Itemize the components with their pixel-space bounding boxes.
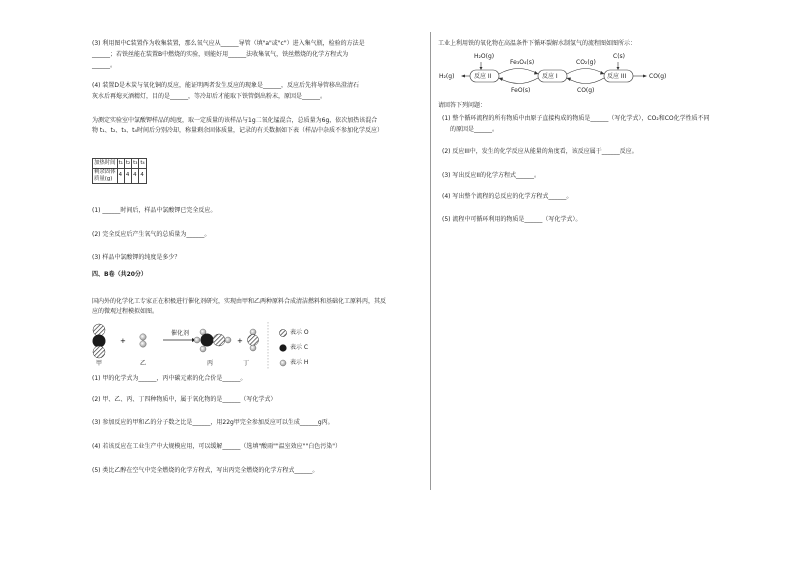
plus-sign-1: + xyxy=(120,337,126,345)
rq1-line2: 的原因是______。 xyxy=(450,126,499,133)
flow-fe3o4: Fe₃O₄(s) xyxy=(510,59,535,66)
table-cell: 4 xyxy=(117,169,124,184)
sub-question-2: (2) 完全反应后产生氧气的总质量为______。 xyxy=(92,231,211,238)
sq4: (4) 若该反应在工业生产中大规模应用，可以缓解______（选填"酸雨""温室效应""白色污染"） xyxy=(92,443,341,450)
molecule-ding xyxy=(248,329,259,351)
flow-co2: CO₂(g) xyxy=(576,59,596,66)
sq5: (5) 类比乙醇在空气中完全燃烧的化学方程式，写出丙完全燃烧的化学方程式______。 xyxy=(92,467,319,474)
label-bing: 丙 xyxy=(207,360,214,367)
sq3: (3) 参加反应的甲和乙的分子数之比是______，用22g甲完全参加反应可以生成______g丙。 xyxy=(92,419,334,426)
rq1-line1: (1) 整个循环流程的所有物质中由原子直接构成的物质是______（写化学式），CO₂和CO化学性质不同 xyxy=(442,115,710,122)
row-label-line2: 质量(g) xyxy=(94,175,113,182)
table-header-cell: 加热时间 xyxy=(93,159,118,169)
legend-o-icon xyxy=(279,329,286,336)
q3-line2: ______；若铁丝能在装置B中燃烧的实验，则能好用______法收集氧气，铁丝燃烧的化学方程式为 xyxy=(92,51,349,58)
legend-h-icon xyxy=(280,360,286,366)
molecule-yi xyxy=(140,334,146,347)
rq3: (3) 写出反应II的化学方程式______。 xyxy=(442,172,540,179)
table-cell: 4 xyxy=(139,169,146,184)
sub-question-3: (3) 样品中氯酸钾的纯度是多少？ xyxy=(92,254,181,261)
rq5: (5) 流程中可循环利用的物质是______（写化学式）。 xyxy=(442,216,582,223)
sq1: (1) 甲的化学式为______，丙中碳元素的化合价是______。 xyxy=(92,375,247,382)
q4-line2: 灰水后再熄灭酒精灯，目的是______，等冷却后才能取下铁管倒出粉末，原因是______。 xyxy=(92,93,327,100)
table-header-cell: t₁ xyxy=(117,159,124,169)
table-cell: 4 xyxy=(124,169,131,184)
label-yi: 乙 xyxy=(140,360,147,367)
molecule-jia xyxy=(93,324,106,358)
section-title: 四、B卷（共20分） xyxy=(92,271,147,278)
flow-co-out: CO(g) xyxy=(649,73,667,80)
catalyst-label: 催化剂 xyxy=(171,330,190,337)
q4-line1: (4) 装置D是木炭与氧化铜的反应，能证明两者发生反应的现象是______，反应后先将导管移出澄清石 xyxy=(92,82,360,89)
label-jia: 甲 xyxy=(96,360,103,367)
plus-sign-2: + xyxy=(237,337,243,345)
q3-line1: (3) 利用图中C装置作为收集装置，那么氧气应从______导管（填"a"或"c"）进入集气瓶，检验的方法是 xyxy=(92,40,365,47)
flow-co-return: CO(g) xyxy=(577,87,595,94)
table-header-cell: t₄ xyxy=(139,159,146,169)
flow-reaction-1: 反应 I xyxy=(542,73,558,80)
row-label-line1: 剩余固体 xyxy=(94,169,116,175)
table-cell: 4 xyxy=(132,169,139,184)
table-header-cell: t₃ xyxy=(132,159,139,169)
legend-c-icon xyxy=(279,344,286,351)
flow-c: C(s) xyxy=(613,53,625,60)
rq4: (4) 写出整个流程的总反应的化学方程式______。 xyxy=(442,193,573,200)
flow-h2o: H₂O(g) xyxy=(474,53,495,60)
flow-reaction-3: 反应 III xyxy=(607,73,627,80)
rq2: (2) 反应III中，发生的化学反应从能量的角度看，该反应属于______反应。 xyxy=(442,148,638,155)
table-header-cell: t₂ xyxy=(124,159,131,169)
flow-h2: H₂(g) xyxy=(439,73,455,80)
q3-line3: ______。 xyxy=(92,62,117,69)
flow-diagram xyxy=(0,0,794,120)
flow-reaction-2: 反应 II xyxy=(474,73,492,80)
intro-line1: 为测定实验室中氯酸钾样品的纯度，取一定质量的该样品与1g二氧化锰混合，总质量为6g，依次加热该混合 xyxy=(92,117,378,124)
sub-question-1: (1) ______时间后，样品中氯酸钾已完全反应。 xyxy=(92,207,217,214)
molecule-bing xyxy=(194,329,231,352)
legend-c: 表示 C xyxy=(290,344,309,351)
intro-line2: 物 t₁、t₂、t₃、t₄时间后分别冷却，称量剩余固体质量，记录的有关数据如下表（样品中杂质不参加化学反应） xyxy=(92,127,383,134)
flow-intro: 工业上利用铁的氧化物在高温条件下循环裂解水制氢气的流程图如图所示： xyxy=(438,40,637,47)
p2-line2: 应的微观过程模拟如图。 xyxy=(92,308,159,315)
ask-label: 请回答下列问题： xyxy=(438,102,487,109)
legend-h: 表示 H xyxy=(290,359,309,366)
label-ding: 丁 xyxy=(243,360,250,367)
legend-o: 表示 O xyxy=(290,329,309,336)
flow-feo: FeO(s) xyxy=(511,87,531,94)
sq2: (2) 甲、乙、丙、丁四种物质中，属于氧化物的是______（写化学式） xyxy=(92,396,277,403)
p2-line1: 国内外的化学化工专家正在积极进行催化剂研究，实现由甲和乙两种原料合成清洁燃料和基础化工原料丙，其反 xyxy=(92,298,387,305)
